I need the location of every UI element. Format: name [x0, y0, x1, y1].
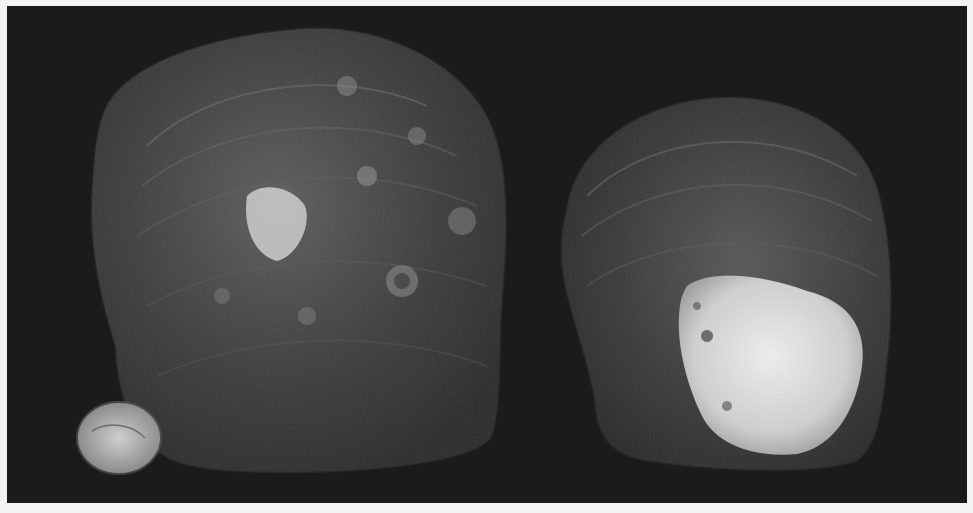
photograph [7, 6, 967, 503]
left-shell [77, 28, 506, 474]
right-shell [561, 97, 891, 471]
shells-illustration [7, 6, 967, 503]
